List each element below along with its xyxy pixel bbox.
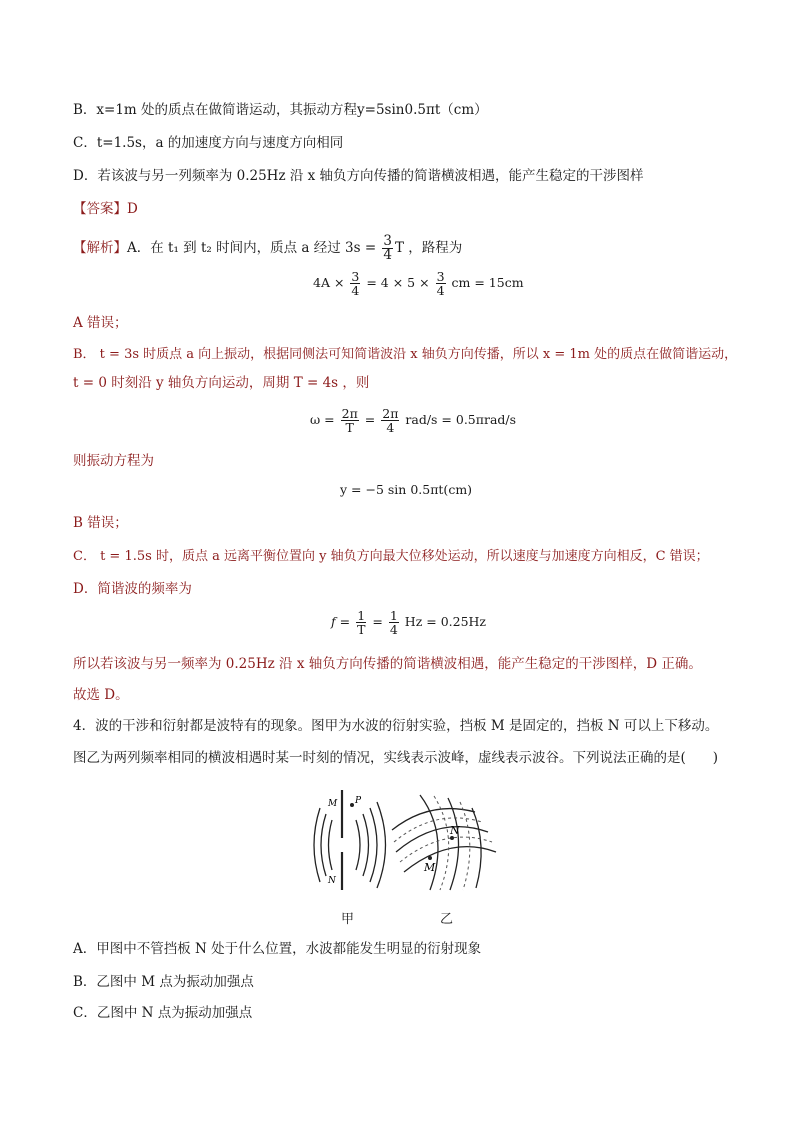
answer-value: D [127, 201, 138, 217]
q4-option-b: B．乙图中 M 点为振动加强点 [73, 974, 254, 990]
d-conclusion: 所以若该波与另一频率为 0.25Hz 沿 x 轴负方向传播的简谐横波相遇，能产生稳定的干涉图样，D 正确。 [73, 656, 702, 672]
caption-yi: 乙 [440, 912, 454, 927]
equation-frequency: f = $\frac{1}{T}$ = $\frac{1}{4}$ Hz = 0.25Hz [331, 608, 487, 637]
wave-figure [300, 790, 510, 904]
analysis-a-text: A．在 t₁ 到 t₂ 时间内，质点 a 经过 3s = [127, 240, 381, 256]
b-wrong: B 错误； [73, 515, 128, 531]
analysis-d-line: D．简谐波的频率为 [73, 581, 192, 597]
diffraction-diagram [314, 790, 386, 890]
point-m [428, 856, 432, 860]
a-wrong: A 错误； [73, 315, 128, 331]
q4-option-a: A．甲图中不管挡板 N 处于什么位置，水波都能发生明显的衍射现象 [73, 941, 482, 957]
answer-tag: 【答案】 [73, 201, 127, 217]
label-n2: N [450, 824, 460, 837]
caption-jia: 甲 [341, 912, 355, 927]
point-p [350, 803, 354, 807]
equation-distance: 4A × $\frac{3}{4}$ = 4 × 5 × $\frac{3}{4}$ cm = 15cm [313, 269, 524, 298]
equation-omega: ω = $\frac{2\pi}{T}$ = $\frac{2\pi}{4}$ rad/s = 0.5πrad/s [310, 406, 517, 435]
fraction-3-4: $\frac{3}{4}$ [383, 233, 393, 263]
q4-option-c: C．乙图中 N 点为振动加强点 [73, 1005, 253, 1021]
q4-line1: 4．波的干涉和衍射都是波特有的现象。图甲为水波的衍射实验，挡板 M 是固定的，挡板 N 可以上下移动。 [73, 718, 719, 734]
analysis-a-line [73, 235, 462, 262]
option-b: B．x=1m 处的质点在做简谐运动，其振动方程y=5sin0.5πt（cm） [73, 102, 488, 118]
analysis-b-line2: t = 0 时刻沿 y 轴负方向运动，周期 T = 4s ，则 [73, 375, 370, 391]
analysis-c-line: C． t = 1.5s 时，质点 a 远离平衡位置向 y 轴负方向最大位移处运动，所以速度与加速度方向相反，C 错误； [73, 549, 709, 564]
option-d: D．若该波与另一列频率为 0.25Hz 沿 x 轴负方向传播的简谐横波相遇，能产生稳定的干涉图样 [73, 168, 644, 184]
analysis-tag: 【解析】 [73, 240, 127, 256]
b-eq-intro: 则振动方程为 [73, 453, 154, 469]
label-p: P [355, 796, 362, 806]
label-m: M [328, 799, 338, 809]
answer-line [73, 200, 138, 218]
option-c: C．t=1.5s，a 的加速度方向与速度方向相同 [73, 135, 344, 151]
analysis-a-after: T ，路程为 [395, 240, 463, 256]
label-m2: M [424, 861, 436, 874]
wave-diagram [300, 790, 510, 900]
equation-vibration: y = −5 sin 0.5πt(cm) [340, 482, 473, 497]
q4-line2: 图乙为两列频率相同的横波相遇时某一时刻的情况，实线表示波峰，虚线表示波谷。下列说法正确的是( ) [73, 750, 719, 766]
label-n: N [328, 876, 336, 886]
choose-line: 故选 D。 [73, 687, 129, 703]
analysis-b-line1: B． t = 3s 时质点 a 向上振动，根据同侧法可知简谐波沿 x 轴负方向传播，所以 x = 1m 处的质点在做简谐运动， [73, 347, 738, 362]
interference-diagram [392, 795, 496, 890]
